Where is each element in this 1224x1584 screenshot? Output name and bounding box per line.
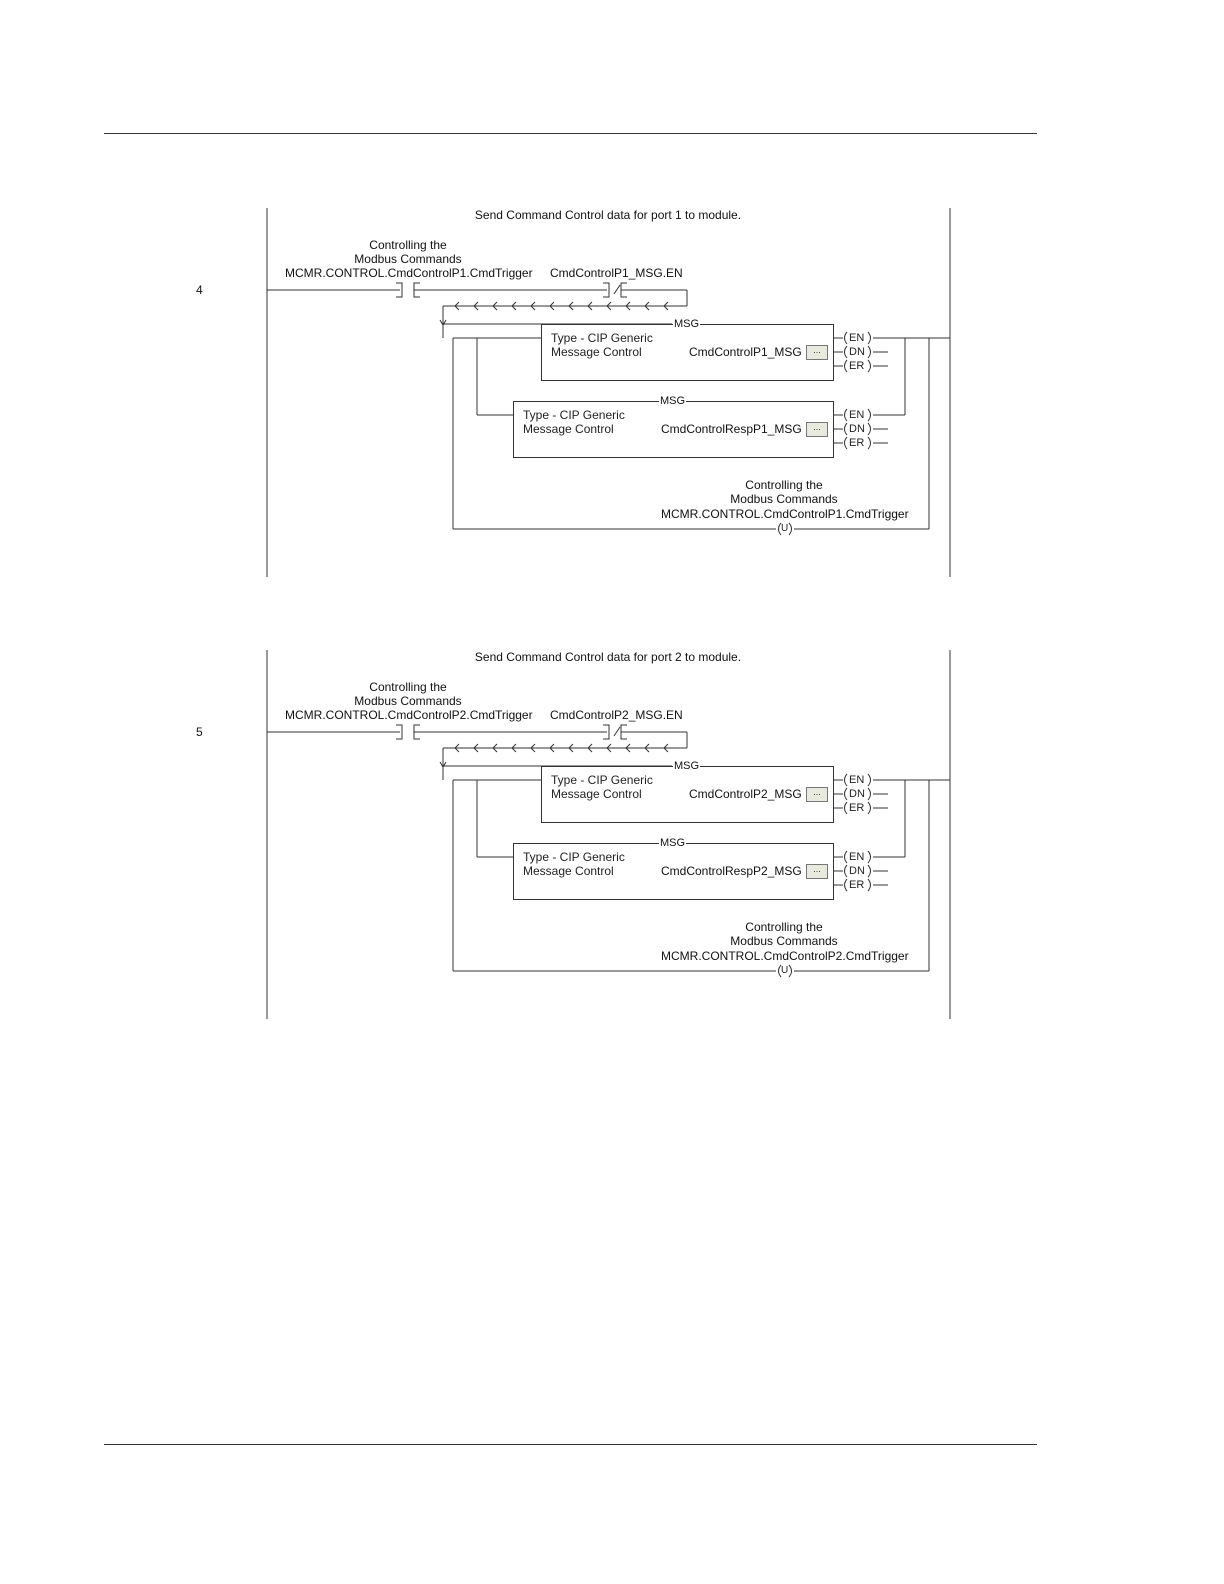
- msg1-control-label: Message Control: [551, 345, 642, 359]
- msg1-type-label: Type - CIP Generic: [551, 331, 653, 345]
- msg1-er-bit: ER: [849, 802, 865, 814]
- unlatch-description-line2: Modbus Commands: [730, 492, 838, 506]
- msg1-header: MSG: [674, 318, 700, 330]
- msg1-dn-bit: DN: [849, 346, 865, 358]
- rung-number: 4: [196, 283, 203, 297]
- msg2-instruction-block[interactable]: [513, 401, 834, 458]
- contact1-tag[interactable]: MCMR.CONTROL.CmdControlP2.CmdTrigger: [285, 708, 533, 722]
- msg1-config-button[interactable]: ...: [806, 787, 828, 802]
- msg2-header: MSG: [660, 395, 686, 407]
- msg2-en-bit: EN: [849, 851, 865, 863]
- msg1-control-label: Message Control: [551, 787, 642, 801]
- msg1-er-bit: ER: [849, 360, 865, 372]
- msg1-output-coil-right-en: [868, 774, 871, 786]
- msg2-output-coil-right-dn: [868, 423, 871, 435]
- msg2-output-coil-right-er: [868, 879, 871, 891]
- msg1-output-coil-right-er: [868, 360, 871, 372]
- rung-wiring: [0, 648, 1224, 1020]
- msg2-er-bit: ER: [849, 879, 865, 891]
- unlatch-coil-right: [789, 965, 792, 977]
- unlatch-description-line2: Modbus Commands: [730, 934, 838, 948]
- msg1-output-coil-left-er: [845, 802, 848, 814]
- msg2-config-button[interactable]: ...: [806, 864, 828, 879]
- msg1-en-bit: EN: [849, 332, 865, 344]
- unlatch-tag[interactable]: MCMR.CONTROL.CmdControlP1.CmdTrigger: [661, 507, 909, 521]
- rung-wiring: [0, 206, 1224, 578]
- unlatch-description-line1: Controlling the: [745, 478, 823, 492]
- msg1-output-coil-left-er: [845, 360, 848, 372]
- msg1-output-coil-right-dn: [868, 788, 871, 800]
- msg1-output-coil-right-dn: [868, 346, 871, 358]
- contact1-description-line1: Controlling the: [369, 680, 447, 694]
- msg1-output-coil-left-dn: [845, 788, 848, 800]
- msg2-er-bit: ER: [849, 437, 865, 449]
- msg2-config-button[interactable]: ...: [806, 422, 828, 437]
- msg1-tag[interactable]: CmdControlP1_MSG: [689, 345, 802, 359]
- rung-comment: Send Command Control data for port 2 to module.: [474, 650, 742, 664]
- msg2-output-coil-left-en: [845, 851, 848, 863]
- msg2-control-label: Message Control: [523, 864, 614, 878]
- msg2-dn-bit: DN: [849, 865, 865, 877]
- xio-slash: [614, 727, 620, 736]
- msg2-tag[interactable]: CmdControlRespP1_MSG: [661, 422, 802, 436]
- unlatch-coil-symbol: U: [781, 523, 789, 534]
- msg2-output-coil-left-dn: [845, 423, 848, 435]
- msg1-config-button[interactable]: ...: [806, 345, 828, 360]
- msg2-type-label: Type - CIP Generic: [523, 408, 625, 422]
- msg1-header: MSG: [674, 760, 700, 772]
- contact1-description-line2: Modbus Commands: [354, 694, 462, 708]
- msg2-output-coil-left-er: [845, 437, 848, 449]
- msg2-tag[interactable]: CmdControlRespP2_MSG: [661, 864, 802, 878]
- contact1-description-line2: Modbus Commands: [354, 252, 462, 266]
- contact1-tag[interactable]: MCMR.CONTROL.CmdControlP1.CmdTrigger: [285, 266, 533, 280]
- contact2-tag[interactable]: CmdControlP1_MSG.EN: [550, 266, 683, 280]
- rung-number: 5: [196, 725, 203, 739]
- unlatch-tag[interactable]: MCMR.CONTROL.CmdControlP2.CmdTrigger: [661, 949, 909, 963]
- unlatch-coil-symbol: U: [781, 965, 789, 976]
- msg2-en-bit: EN: [849, 409, 865, 421]
- msg2-instruction-block[interactable]: [513, 843, 834, 900]
- header-rule: [104, 133, 1037, 134]
- msg2-header: MSG: [660, 837, 686, 849]
- contact1-description-line1: Controlling the: [369, 238, 447, 252]
- msg2-dn-bit: DN: [849, 423, 865, 435]
- msg1-output-coil-left-en: [845, 774, 848, 786]
- contact2-tag[interactable]: CmdControlP2_MSG.EN: [550, 708, 683, 722]
- msg1-tag[interactable]: CmdControlP2_MSG: [689, 787, 802, 801]
- msg1-en-bit: EN: [849, 774, 865, 786]
- ladder-rung-4[interactable]: [0, 206, 1224, 578]
- msg1-instruction-block[interactable]: [541, 766, 834, 823]
- msg1-output-coil-right-er: [868, 802, 871, 814]
- msg1-output-coil-right-en: [868, 332, 871, 344]
- msg2-control-label: Message Control: [523, 422, 614, 436]
- msg2-output-coil-left-er: [845, 879, 848, 891]
- msg1-type-label: Type - CIP Generic: [551, 773, 653, 787]
- msg2-output-coil-right-er: [868, 437, 871, 449]
- msg2-output-coil-right-en: [868, 409, 871, 421]
- rung-comment: Send Command Control data for port 1 to module.: [474, 208, 742, 222]
- msg2-output-coil-left-en: [845, 409, 848, 421]
- footer-rule: [104, 1444, 1037, 1445]
- msg1-instruction-block[interactable]: [541, 324, 834, 381]
- msg2-type-label: Type - CIP Generic: [523, 850, 625, 864]
- unlatch-description-line1: Controlling the: [745, 920, 823, 934]
- msg2-output-coil-right-dn: [868, 865, 871, 877]
- xio-slash: [614, 285, 620, 294]
- msg2-output-coil-right-en: [868, 851, 871, 863]
- msg1-dn-bit: DN: [849, 788, 865, 800]
- msg1-output-coil-left-dn: [845, 346, 848, 358]
- msg1-output-coil-left-en: [845, 332, 848, 344]
- ladder-rung-5[interactable]: [0, 648, 1224, 1020]
- msg2-output-coil-left-dn: [845, 865, 848, 877]
- unlatch-coil-right: [789, 523, 792, 535]
